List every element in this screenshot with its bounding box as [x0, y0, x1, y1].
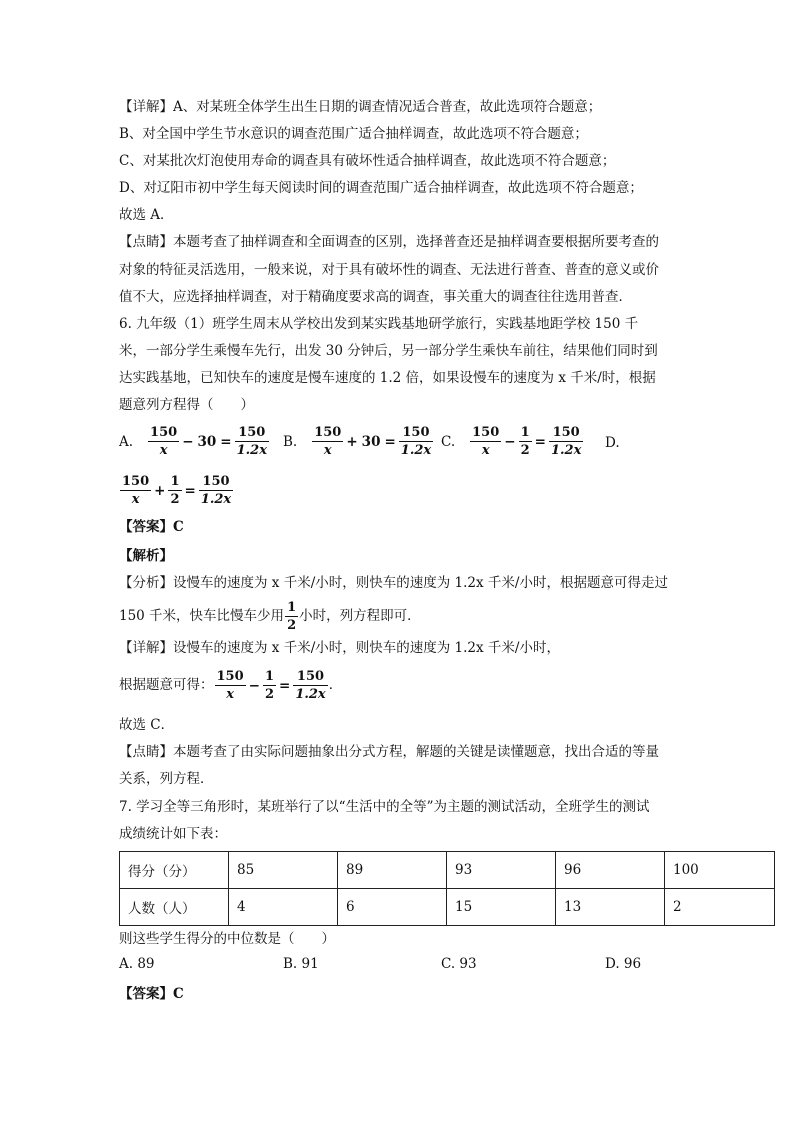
q7-question: 则这些学生得分的中位数是（ ）	[119, 931, 335, 947]
fraction: $\frac{150}{1.2x}$	[295, 669, 326, 702]
fraction: $\frac{1}{2}$	[170, 474, 180, 507]
fraction: $\frac{150}{x}$	[472, 425, 500, 458]
q6-stem-line-3: 达实践基地，已知快车的速度是慢车速度的 1.2 倍，如果设慢车的速度为 x 千米/时，根据	[119, 370, 656, 386]
q6-option-d-label: D.	[605, 435, 620, 451]
q7-stem-line-2: 成绩统计如下表：	[119, 826, 227, 842]
q6-choose: 故选 C．	[119, 717, 175, 733]
q6-option-a: A. $\frac{150}{x}$ − 30 = $\frac{150}{1.2x}$	[119, 425, 267, 458]
q7-option-b: B. 91	[283, 956, 319, 972]
q6-option-b-label: B.	[283, 433, 298, 450]
q7-option-a: A. 89	[119, 956, 155, 972]
q6-stem-line-1: 6. 九年级（1）班学生周末从学校出发到某实践基地研学旅行，实践基地距学校 150 千	[119, 316, 639, 332]
fraction: $\frac{150}{1.2x}$	[236, 425, 267, 458]
table-cell: 89	[338, 852, 447, 889]
fraction: $\frac{150}{x}$	[216, 669, 244, 702]
table-row	[120, 889, 775, 926]
q5-detail-line-4: D、对辽阳市初中学生每天阅读时间的调查范围广适合抽样调查，故此选项不符合题意；	[119, 180, 643, 196]
fraction: $\frac{150}{1.2x}$	[400, 425, 432, 458]
table-cell: 93	[447, 852, 556, 889]
fraction: $\frac{150}{1.2x}$	[200, 474, 232, 507]
fraction: $\frac{150}{x}$	[150, 425, 178, 458]
q7-stem-line-1: 7. 学习全等三角形时，某班举行了以“生活中的全等”为主题的测试活动，全班学生的测试	[119, 799, 650, 815]
q6-detail-line-2: 根据题意可得： $\frac{150}{x}$ − $\frac{1}{2}$ = $\frac{150}{1.2x}$ ．	[119, 669, 343, 702]
q6-option-c: C. $\frac{150}{x}$ − $\frac{1}{2}$ = $\frac{150}{1.2x}$	[441, 425, 582, 458]
q5-comment-line-2: 对象的特征灵活选用，一般来说，对于具有破坏性的调查、无法进行普查、普查的意义或价	[119, 262, 659, 278]
q5-comment-line-1: 【点睛】本题考查了抽样调查和全面调查的区别，选择普查还是抽样调查要根据所要考查的	[119, 234, 659, 250]
fraction: $\frac{1}{2}$	[287, 600, 297, 633]
fraction: $\frac{150}{x}$	[122, 474, 150, 507]
table-cell: 人数（人）	[120, 889, 229, 926]
table-cell: 85	[229, 852, 338, 889]
q6-analysis-heading: 【解析】	[119, 548, 173, 564]
q6-option-c-label: C.	[441, 433, 456, 450]
q5-detail-line-1: 【详解】A、对某班全体学生出生日期的调查情况适合普查，故此选项符合题意；	[119, 99, 602, 115]
q6-analysis-line-2: 150 千米，快车比慢车少用 $\frac{1}{2}$ 小时，列方程即可．	[119, 600, 421, 633]
fraction: $\frac{150}{x}$	[314, 425, 342, 458]
q7-answer: 【答案】C	[119, 986, 184, 1002]
q6-comment-line-1: 【点睛】本题考查了由实际问题抽象出分式方程，解题的关键是读懂题意，找出合适的等量	[119, 744, 659, 760]
table-cell: 100	[665, 852, 775, 889]
fraction: $\frac{1}{2}$	[520, 425, 530, 458]
table-cell: 15	[447, 889, 556, 926]
q6-option-b: B. $\frac{150}{x}$ + 30 = $\frac{150}{1.2x}$	[283, 425, 432, 458]
q6-answer: 【答案】C	[119, 519, 184, 535]
q6-detail-line-1: 【详解】设慢车的速度为 x 千米/小时，则快车的速度为 1.2x 千米/小时，	[119, 640, 560, 656]
q5-comment-line-3: 值不大，应选择抽样调查，对于精确度要求高的调查，事关重大的调查往往选用普查．	[119, 289, 632, 305]
q5-detail-line-2: B、对全国中学生节水意识的调查范围广适合抽样调查，故此选项不符合题意；	[119, 126, 588, 142]
table-row	[120, 852, 775, 889]
table-cell: 13	[556, 889, 665, 926]
table-cell: 96	[556, 852, 665, 889]
q6-option-d: $\frac{150}{x}$ + $\frac{1}{2}$ = $\frac{150}{1.2x}$	[122, 474, 232, 507]
table-cell: 得分（分）	[120, 852, 229, 889]
q7-option-d: D. 96	[605, 956, 642, 972]
score-table	[119, 851, 775, 926]
q6-option-a-label: A.	[119, 433, 134, 450]
q7-option-c: C. 93	[441, 956, 477, 972]
q6-stem-line-4: 题意列方程得（ ）	[119, 397, 254, 413]
table-cell: 2	[665, 889, 775, 926]
table-cell: 6	[338, 889, 447, 926]
fraction: $\frac{150}{1.2x}$	[550, 425, 582, 458]
q5-detail-line-3: C、对某批次灯泡使用寿命的调查具有破坏性适合抽样调查，故此选项不符合题意；	[119, 153, 616, 169]
q5-choose: 故选 A．	[119, 207, 174, 223]
q6-analysis-line-1: 【分析】设慢车的速度为 x 千米/小时，则快车的速度为 1.2x 千米/小时，根据题意可得走过	[119, 575, 668, 591]
table-cell: 4	[229, 889, 338, 926]
fraction: $\frac{1}{2}$	[264, 669, 274, 702]
q6-stem-line-2: 米，一部分学生乘慢车先行，出发 30 分钟后，另一部分学生乘快车前往，结果他们同时到	[119, 343, 658, 359]
q6-comment-line-2: 关系，列方程．	[119, 771, 214, 787]
